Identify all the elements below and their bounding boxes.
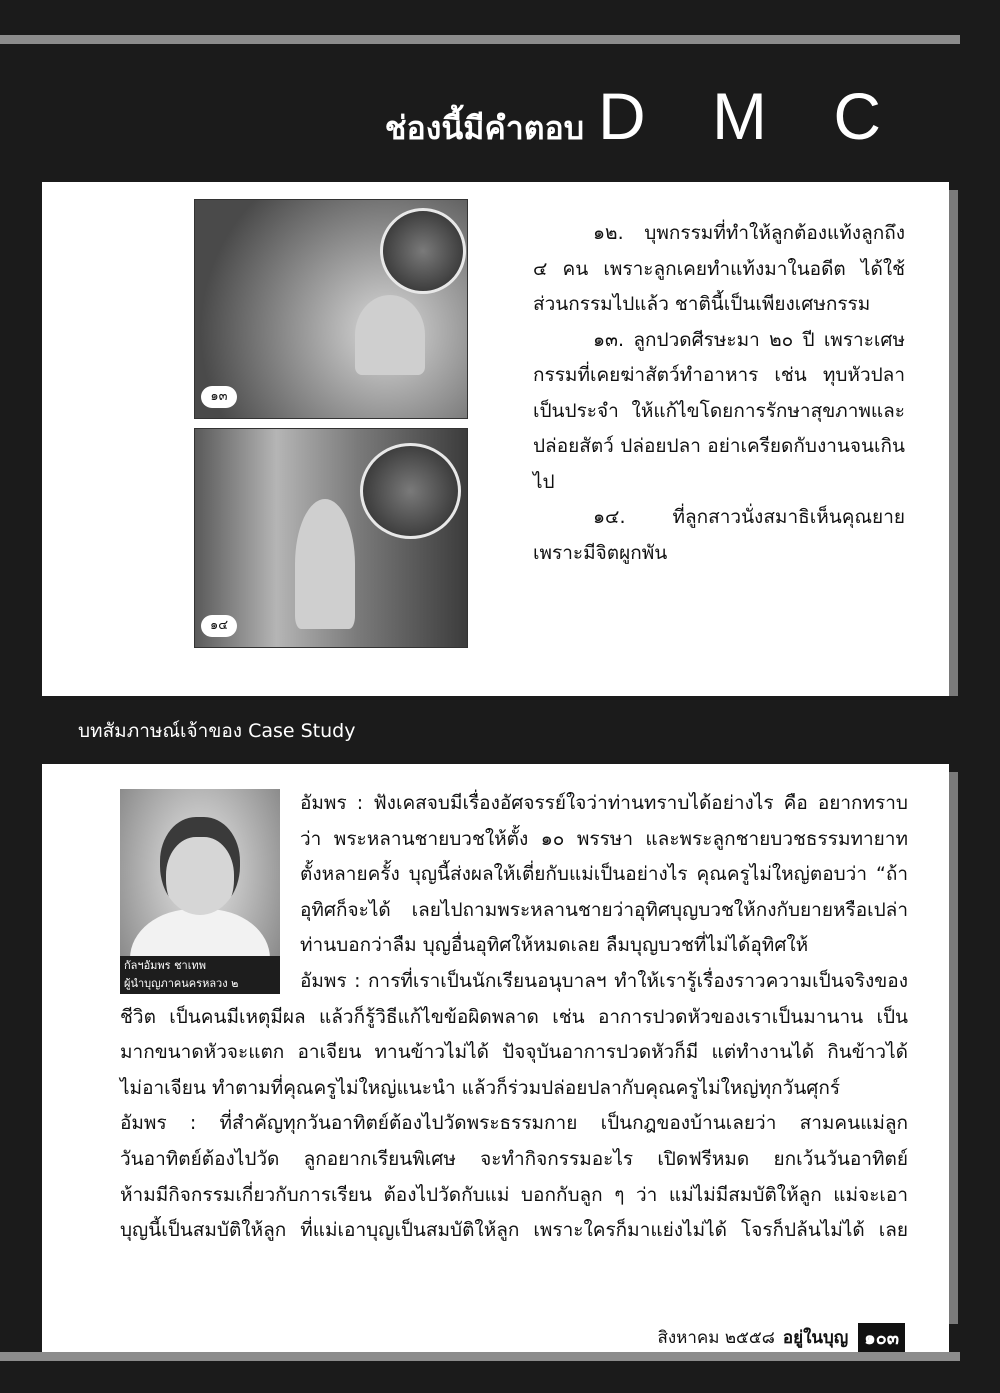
thought-bubble-fish [380, 208, 466, 294]
section-heading: บทสัมภาษณ์เจ้าของ Case Study [78, 720, 356, 742]
bottom-divider-bar [0, 1352, 960, 1361]
caption-role: ผู้นำบุญภาคนครหลวง ๒ [124, 977, 239, 990]
interview-line: ท่านบอกว่าลืม บุญอื่นอุทิศให้หมดเลย ลืมบุญบวชที่ไม่ได้อุทิศให้ [300, 934, 809, 957]
article-panel-top [42, 182, 949, 696]
panel2-shadow [949, 772, 958, 1324]
top-divider-bar [0, 35, 960, 44]
interview-line: อัมพร : ฟังเคสจบมีเรื่องอัศจรรย์ใจว่าท่านทราบได้อย่างไร คือ อยากทราบ [300, 792, 908, 814]
answer-paragraph: ๑๓. ลูกปวดศีรษะมา ๒๐ ปี เพราะเศษกรรมที่เคยฆ่าสัตว์ทำอาหาร เช่น ทุบหัวปลาเป็นประจำ ให้แก้ไขโดยการรักษาสุขภาพและปล่อยสัตว์ ปล่อยปลา อย่าเครียดกับงานจนเกินไป [533, 328, 905, 493]
interview-line: อัมพร : การที่เราเป็นนักเรียนอนุบาลฯ ทำให้เรารู้เรื่องราวความเป็นจริงของ [300, 969, 908, 992]
answer-paragraph: ๑๔. ที่ลูกสาวนั่งสมาธิเห็นคุณยายเพราะมีจิตผูกพัน [533, 506, 905, 564]
woman-figure [355, 295, 425, 375]
page-footer [657, 1323, 905, 1352]
interview-line: ห้ามมีกิจกรรมเกี่ยวกับการเรียน ต้องไปวัดกับแม่ บอกกับลูก ๆ ว่า แม่ไม่มีสมบัติให้ลูก แม่จะเอา [120, 1183, 908, 1206]
girl-meditating-figure [295, 499, 355, 629]
illustration-headache [194, 199, 468, 419]
header-title-thai: ช่องนี้มีคำตอบ [384, 109, 585, 147]
interview-line: มากขนาดหัวจะแตก อาเจียน ทานข้าวไม่ได้ ปัจจุบันอาการปวดหัวก็มี แต่ทำงานได้ กินข้าวได้ [120, 1041, 908, 1064]
interview-line: ว่า พระหลานชายบวชให้ตั้ง ๑๐ พรรษา และพระลูกชายบวชธรรมทายาท [300, 827, 908, 850]
panel1-shadow [949, 190, 958, 696]
footer-magazine-name: อยู่ในบุญ [782, 1328, 849, 1348]
page-header [385, 78, 905, 154]
interview-line: ไม่อาเจียน ทำตามที่คุณครูไม่ใหญ่แนะนำ แล้วก็ร่วมปล่อยปลากับคุณครูไม่ใหญ่ทุกวันศุกร์ [120, 1076, 841, 1099]
illustration-meditation [194, 428, 468, 648]
thought-bubble-grandmother [360, 443, 461, 539]
interview-line: ตั้งหลายครั้ง บุญนี้ส่งผลให้เตี่ยกับแม่เป็นอย่างไร คุณครูไม่ใหญ่ตอบว่า “ถ้า [300, 863, 908, 886]
interview-panel [42, 764, 949, 1324]
answer-paragraph: ๑๒. บุพกรรมที่ทำให้ลูกต้องแท้งลูกถึง ๔ คน เพราะลูกเคยทำแท้งมาในอดีต ได้ใช้ส่วนกรรมไปแล้ว ชาตินี้เป็นเพียงเศษกรรม [533, 222, 905, 315]
page-number: ๑๐๓ [858, 1323, 905, 1352]
illustration-number-badge: ๑๓ [201, 386, 237, 408]
interview-line: บุญนี้เป็นสมบัติให้ลูก ที่แม่เอาบุญเป็นสมบัติให้ลูก เพราะใครก็มาแย่งไม่ได้ โจรก็ปล้นไม่ได้ เลย [120, 1219, 908, 1242]
interview-text [120, 786, 908, 1249]
caption-name: กัลฯอัมพร ชาเทพ [124, 959, 206, 972]
interview-line: อัมพร : ที่สำคัญทุกวันอาทิตย์ต้องไปวัดพระธรรมกาย เป็นกฎของบ้านเลยว่า สามคนแม่ลูก [120, 1112, 908, 1135]
interview-line: วันอาทิตย์ต้องไปวัด ลูกอยากเรียนพิเศษ จะทำกิจกรรมอะไร เปิดฟรีหมด ยกเว้นวันอาทิตย์ [120, 1147, 908, 1170]
header-title-dmc: D M C [598, 79, 905, 153]
interview-line: ชีวิต เป็นคนมีเหตุมีผล แล้วก็รู้วิธีแก้ไขข้อผิดพลาด เช่น อาการปวดหัวของเราเป็นมานาน เป็น [120, 1005, 908, 1028]
interview-line: อุทิศก็จะได้ เลยไปถามพระหลานชายว่าอุทิศบุญบวชให้กงกับยายหรือเปล่า [300, 898, 908, 921]
illustration-number-badge: ๑๔ [201, 615, 237, 637]
footer-date: สิงหาคม ๒๕๕๘ [657, 1328, 775, 1348]
answer-text [533, 216, 905, 571]
